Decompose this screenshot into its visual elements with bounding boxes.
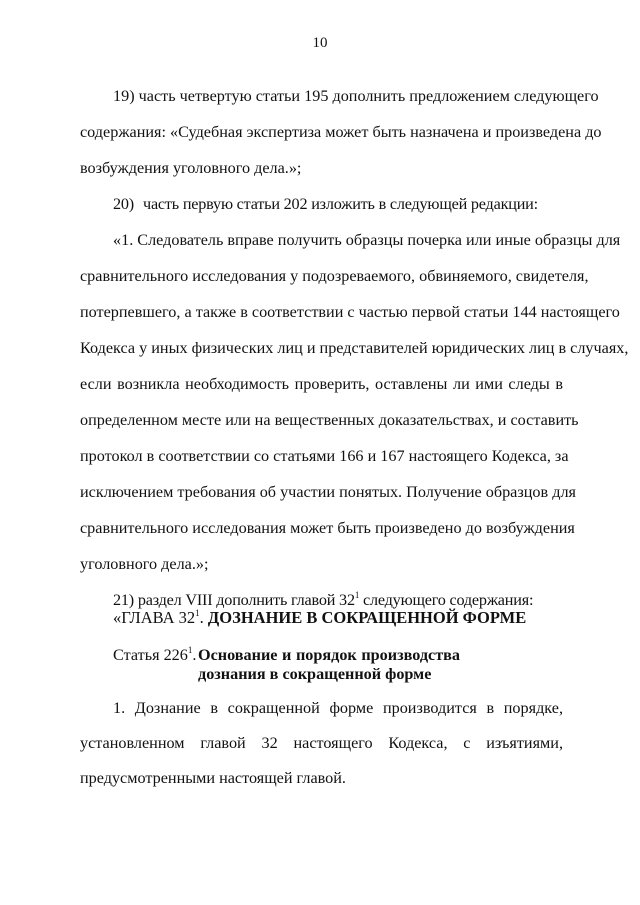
item-19-line-1: 19) часть четвертую статьи 195 дополнить предложением следующего [113, 87, 599, 105]
page-number: 10 [312, 35, 328, 51]
item-20-number: 20) [113, 195, 134, 213]
chapter-superscript: 1 [195, 607, 200, 618]
article-202-line-6: определенном месте или на вещественных доказательствах, и составить [80, 411, 579, 429]
article-title-line-2: дознания в сокращенной форме [198, 665, 432, 683]
article-202-line-1: «1. Следователь вправе получить образцы почерка или иные образцы для [113, 231, 621, 249]
item-21-superscript: 1 [354, 589, 360, 600]
chapter-prefix: «ГЛАВА 32 [113, 608, 196, 627]
article-label [113, 645, 196, 665]
item-21-text-after: следующего содержания: [359, 591, 534, 609]
article-label-text: Статья 226 [113, 646, 188, 664]
clause-1-line-1: 1. Дознание в сокращенной форме производится в порядке, [113, 699, 563, 717]
article-title-line-1: Основание и порядок производства [198, 646, 460, 664]
article-202-line-9: сравнительного исследования может быть произведено до возбуждения [80, 519, 575, 537]
article-202-line-5: если возникла необходимость проверить, оставлены ли ими следы в [80, 375, 563, 393]
item-20-text: часть первую статьи 202 изложить в следующей редакции: [143, 195, 538, 213]
chapter-title: ДОЗНАНИЕ В СОКРАЩЕННОЙ ФОРМЕ [207, 608, 527, 627]
item-19-line-2: содержания: «Судебная экспертиза может быть назначена и произведена до [80, 123, 602, 141]
article-202-line-3: потерпевшего, а также в соответствии с частью первой статьи 144 настоящего [80, 303, 620, 321]
article-202-line-10: уголовного дела.»; [80, 555, 209, 573]
item-21-text-before: 21) раздел VIII дополнить главой 32 [113, 591, 355, 609]
article-superscript: 1 [187, 644, 193, 655]
article-202-line-4: Кодекса у иных физических лиц и представителей юридических лиц в случаях, [80, 339, 629, 357]
clause-1-line-2: установленном главой 32 настоящего Кодекса, с изъятиями, [80, 734, 563, 752]
article-202-line-8: исключением требования об участии понятых. Получение образцов для [80, 483, 576, 501]
article-202-line-2: сравнительного исследования у подозреваемого, обвиняемого, свидетеля, [80, 267, 589, 285]
chapter-heading [113, 608, 526, 628]
chapter-dot: . [199, 608, 208, 627]
article-label-dot: . [192, 646, 197, 664]
clause-1-line-3: предусмотренными настоящей главой. [80, 769, 346, 787]
item-21-text [113, 590, 533, 610]
article-202-line-7: протокол в соответствии со статьями 166 и 167 настоящего Кодекса, за [80, 447, 569, 465]
item-19-line-3: возбуждения уголовного дела.»; [80, 159, 302, 177]
